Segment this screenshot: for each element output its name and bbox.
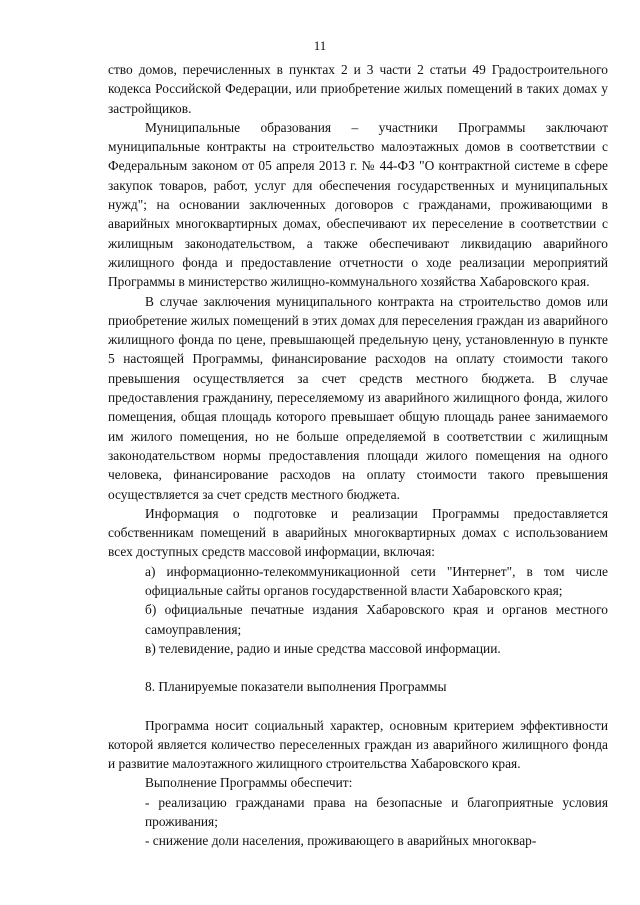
list-item-print: б) официальные печатные издания Хабаровского края и органов местного самоуправления; [145,602,608,637]
section-heading: 8. Планируемые показатели выполнения Программы [145,679,447,695]
list-item-rights: - реализацию гражданами права на безопасные и благоприятные условия проживания; [145,794,608,829]
paragraph-continuation: ство домов, перечисленных в пунктах 2 и 3 части 2 статьи 49 Градостроительного кодекса Российской Федерации, или приобретение жилых помещений в таких домах у застройщиков. [108,62,608,116]
section-gap [108,697,608,716]
paragraph-social: Программа носит социальный характер, основным критерием эффективности которой является количество переселенных граждан из аварийного жилищного фонда и развитие малоэтажного жилищного строительства Хабаровского края. [108,717,608,772]
paragraph-outcomes: Выполнение Программы обеспечит: [145,775,353,791]
list-item-internet: а) информационно-телекоммуникационной сети "Интернет", в том числе официальные сайты органов государственной власти Хабаровского края; [145,563,608,599]
list-item-media: в) телевидение, радио и иные средства массовой информации. [145,640,501,656]
page-number: 11 [313,38,327,53]
list-item-share: - снижение доли населения, проживающего в аварийных многоквар- [145,833,537,849]
body-text [108,60,608,851]
section-gap [108,658,608,677]
paragraph-price-excess: В случае заключения муниципального контракта на строительство домов или приобретение жилых помещений в этих домах для переселения граждан из аварийного жилищного фонда по цене, превышающей предельную цену, установленную в пункте 5 настоящей Программы, финансирование расходов на оплату стоимости такого превышения осуществляется за счет средств местного бюджета. В случае предоставления гражданину, переселяемому из аварийного жилищного фонда, жилого помещения, общая площадь которого превышает общую площадь ранее занимаемого им жилого помещения, но не больше определяемой в соответствии с жилищным законодательством нормы предоставления площади жилого помещения на одного человека, финансирование расходов на оплату стоимости такого превышения осуществляется за счет средств местного бюджета. [108,293,608,502]
paragraph-information: Информация о подготовке и реализации Программы предоставляется собственникам помещений в аварийных многоквартирных домах с использованием всех доступных средств массовой информации, включая: [108,505,608,560]
paragraph-municipal-contracts: Муниципальные образования – участники Программы заключают муниципальные контракты на строительство малоэтажных домов в соответствии с Федеральным законом от 05 апреля 2013 г. № 44-ФЗ "О контрактной системе в сфере закупок товаров, работ, услуг для обеспечения государственных и муниципальных нужд"; на основании заключенных договоров с гражданами, проживающими в аварийных многоквартирных домах, обеспечивают их переселение в соответствии с жилищным законодательством, а также обеспечивают ликвидацию аварийного жилищного фонда и предоставление отчетности о ходе реализации мероприятий Программы в министерство жилищно-коммунального хозяйства Хабаровского края. [108,119,608,290]
